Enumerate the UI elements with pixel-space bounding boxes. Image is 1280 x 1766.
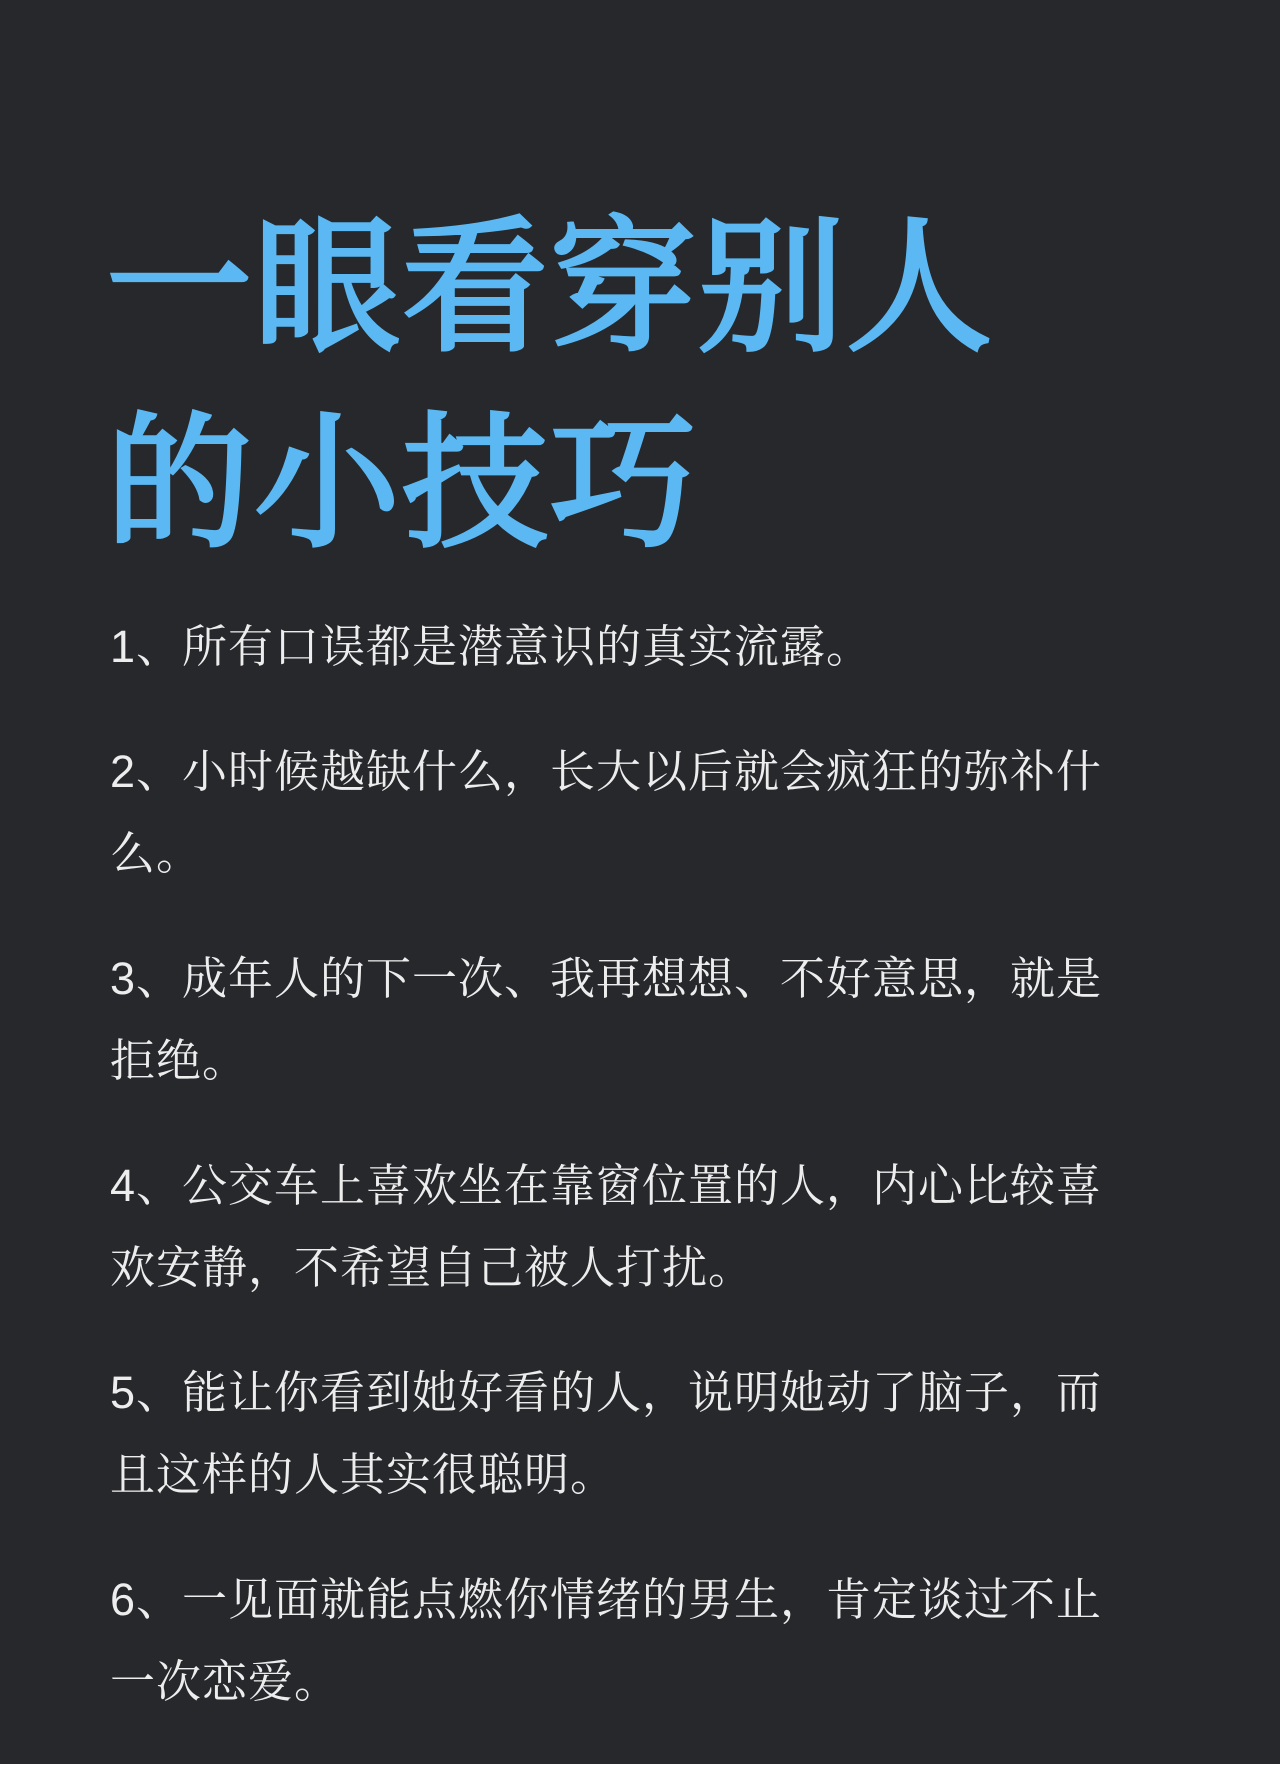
poster-title [106, 190, 1220, 582]
tip-line: 4、公交车上喜欢坐在靠窗位置的人，内心比较喜 [110, 1160, 1103, 1211]
tip-item-6 [110, 1559, 1174, 1723]
tip-line: 么。 [110, 828, 203, 879]
tip-item-1 [110, 606, 1174, 688]
tip-line: 5、能让你看到她好看的人，说明她动了脑子，而 [110, 1367, 1103, 1418]
tip-line: 6、一见面就能点燃你情绪的男生，肯定谈过不止 [110, 1574, 1103, 1625]
tip-line: 2、小时候越缺什么，长大以后就会疯狂的弥补什 [110, 746, 1103, 797]
tip-item-2 [110, 731, 1174, 895]
poster-title-line-1: 一眼看穿别人 [106, 205, 994, 369]
tip-line: 拒绝。 [110, 1035, 249, 1086]
tip-line: 3、成年人的下一次、我再想想、不好意思，就是 [110, 953, 1103, 1004]
tips-list [110, 606, 1174, 1766]
tip-line: 且这样的人其实很聪明。 [110, 1449, 617, 1500]
tip-line: 欢安静，不希望自己被人打扰。 [110, 1242, 755, 1293]
tip-item-3 [110, 938, 1174, 1102]
tip-item-5 [110, 1352, 1174, 1516]
tip-line: 一次恋爱。 [110, 1656, 341, 1707]
poster-title-line-2: 的小技巧 [106, 401, 698, 565]
tip-line: 1、所有口误都是潜意识的真实流露。 [110, 621, 873, 672]
tip-item-4 [110, 1145, 1174, 1309]
